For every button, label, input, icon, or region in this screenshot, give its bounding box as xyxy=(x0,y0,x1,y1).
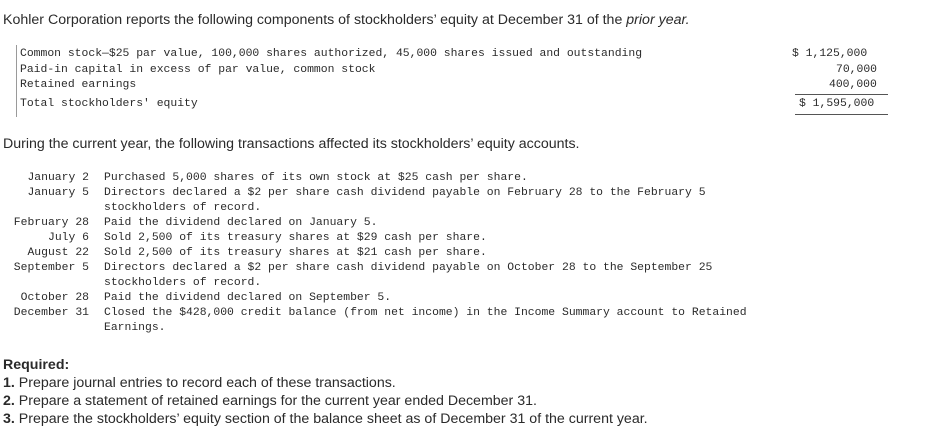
required-item-text: Prepare journal entries to record each of these transactions. xyxy=(14,375,396,391)
required-item-number: 1. xyxy=(3,375,15,391)
equity-row-label: Retained earnings xyxy=(20,79,137,91)
transaction-description: Purchased 5,000 shares of its own stock at $25 cash per share. xyxy=(104,172,528,184)
equity-row xyxy=(17,47,877,62)
intro-paragraph xyxy=(3,12,690,28)
required-item-number: 3. xyxy=(3,411,15,427)
equity-row-total xyxy=(17,97,877,112)
transaction-description-cont: stockholders of record. xyxy=(104,202,262,214)
equity-row xyxy=(17,63,877,78)
transaction-description: Paid the dividend declared on September 5. xyxy=(104,292,392,304)
transaction-description: Sold 2,500 of its treasury shares at $21 cash per share. xyxy=(104,247,487,259)
required-item-text: Prepare the stockholders’ equity section of the balance sheet as of December 31 of the current year. xyxy=(14,411,648,427)
transaction-date: January 2 xyxy=(27,172,89,184)
transaction-description-cont: Earnings. xyxy=(104,322,166,334)
required-item-text: Prepare a statement of retained earnings for the current year ended December 31. xyxy=(14,393,537,409)
required-item-number: 2. xyxy=(3,393,15,409)
transaction-description-cont: stockholders of record. xyxy=(104,277,262,289)
transactions-intro: During the current year, the following transactions affected its stockholders’ equity accounts. xyxy=(3,136,580,152)
total-rule xyxy=(795,114,888,115)
required-heading: Required: xyxy=(3,357,70,373)
subtotal-rule xyxy=(795,94,888,95)
transaction-date: December 31 xyxy=(13,307,89,319)
equity-row xyxy=(17,78,877,93)
intro-emphasis: prior year. xyxy=(626,12,690,28)
transaction-date: October 28 xyxy=(20,292,89,304)
transaction-date: January 5 xyxy=(27,187,89,199)
transaction-date: September 5 xyxy=(13,262,89,274)
equity-row-amount: $ 1,595,000 xyxy=(799,98,875,110)
equity-row-amount: 70,000 xyxy=(836,64,878,76)
required-section xyxy=(3,356,648,428)
transaction-description: Directors declared a $2 per share cash dividend payable on February 28 to the February 5 xyxy=(104,187,706,199)
required-item xyxy=(3,410,648,428)
equity-table xyxy=(16,45,877,117)
transaction-date: July 6 xyxy=(47,232,89,244)
required-item xyxy=(3,374,648,392)
intro-text: Kohler Corporation reports the following components of stockholders’ equity at December 31 of the xyxy=(3,12,627,28)
transaction-date: August 22 xyxy=(27,247,89,259)
equity-row-amount: $ 1,125,000 xyxy=(792,48,868,60)
equity-row-label: Total stockholders' equity xyxy=(20,98,198,110)
transaction-date: February 28 xyxy=(13,217,89,229)
transaction-description: Closed the $428,000 credit balance (from net income) in the Income Summary account to Retained xyxy=(104,307,747,319)
equity-row-amount: 400,000 xyxy=(829,79,877,91)
transaction-description: Sold 2,500 of its treasury shares at $29 cash per share. xyxy=(104,232,487,244)
equity-row-label: Paid-in capital in excess of par value, common stock xyxy=(20,64,376,76)
equity-row-label: Common stock—$25 par value, 100,000 shares authorized, 45,000 shares issued and outstanding xyxy=(20,48,643,60)
required-item xyxy=(3,392,648,410)
transaction-description: Directors declared a $2 per share cash dividend payable on October 28 to the September 25 xyxy=(104,262,713,274)
transaction-description: Paid the dividend declared on January 5. xyxy=(104,217,378,229)
